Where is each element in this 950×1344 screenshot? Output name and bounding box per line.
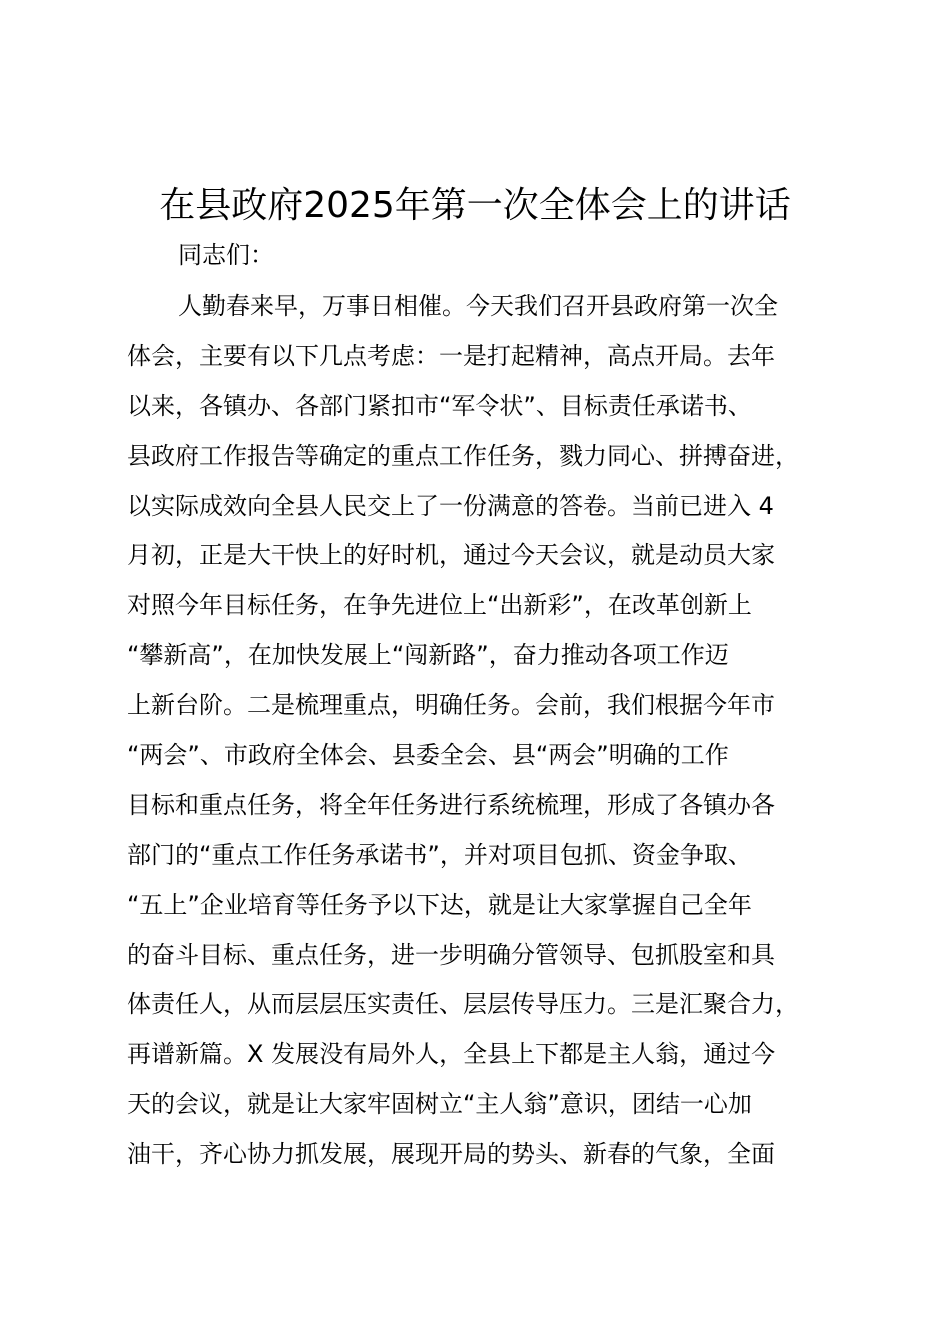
paragraph-line: 油干，齐心协力抓发展，展现开局的势头、新春的气象，全面	[127, 1140, 775, 1169]
paragraph-line: 上新台阶。二是梳理重点，明确任务。会前，我们根据今年市	[127, 691, 775, 720]
paragraph-line: 体责任人，从而层层压实责任、层层传导压力。三是汇聚合力，	[127, 990, 799, 1019]
paragraph-line: “攀新高”，在加快发展上“闯新路”，奋力推动各项工作迈	[127, 641, 729, 670]
paragraph-line: 体会，主要有以下几点考虑：一是打起精神，高点开局。去年	[127, 341, 775, 370]
paragraph-line: 县政府工作报告等确定的重点工作任务，戮力同心、拼搏奋进，	[127, 441, 799, 470]
paragraph-line: 以来，各镇办、各部门紧扣市“军令状”、目标责任承诺书、	[127, 391, 752, 420]
paragraph-line: 对照今年目标任务，在争先进位上“出新彩”，在改革创新上	[127, 591, 752, 620]
paragraph-line: 的奋斗目标、重点任务，进一步明确分管领导、包抓股室和具	[127, 940, 775, 969]
paragraph-line: 月初，正是大干快上的好时机，通过今天会议，就是动员大家	[127, 541, 775, 570]
paragraph-line: 天的会议，就是让大家牢固树立“主人翁”意识，团结一心加	[127, 1090, 752, 1119]
paragraph-line: “五上”企业培育等任务予以下达，就是让大家掌握自己全年	[127, 890, 752, 919]
paragraph-line: 再谱新篇。X 发展没有局外人，全县上下都是主人翁，通过今	[127, 1040, 776, 1069]
document-body	[127, 286, 857, 1184]
paragraph-line: 目标和重点任务，将全年任务进行系统梳理，形成了各镇办各	[127, 790, 775, 819]
salutation: 同志们：	[178, 241, 274, 269]
paragraph-line: 以实际成效向全县人民交上了一份满意的答卷。当前已进入 4	[127, 491, 774, 520]
paragraph-line: “两会”、市政府全体会、县委全会、县“两会”明确的工作	[127, 741, 729, 770]
paragraph-line: 部门的“重点工作任务承诺书”，并对项目包抓、资金争取、	[127, 840, 752, 869]
document-title: 在县政府2025年第一次全体会上的讲话	[159, 185, 791, 226]
paragraph-line: 人勤春来早，万事日相催。今天我们召开县政府第一次全	[178, 292, 778, 320]
